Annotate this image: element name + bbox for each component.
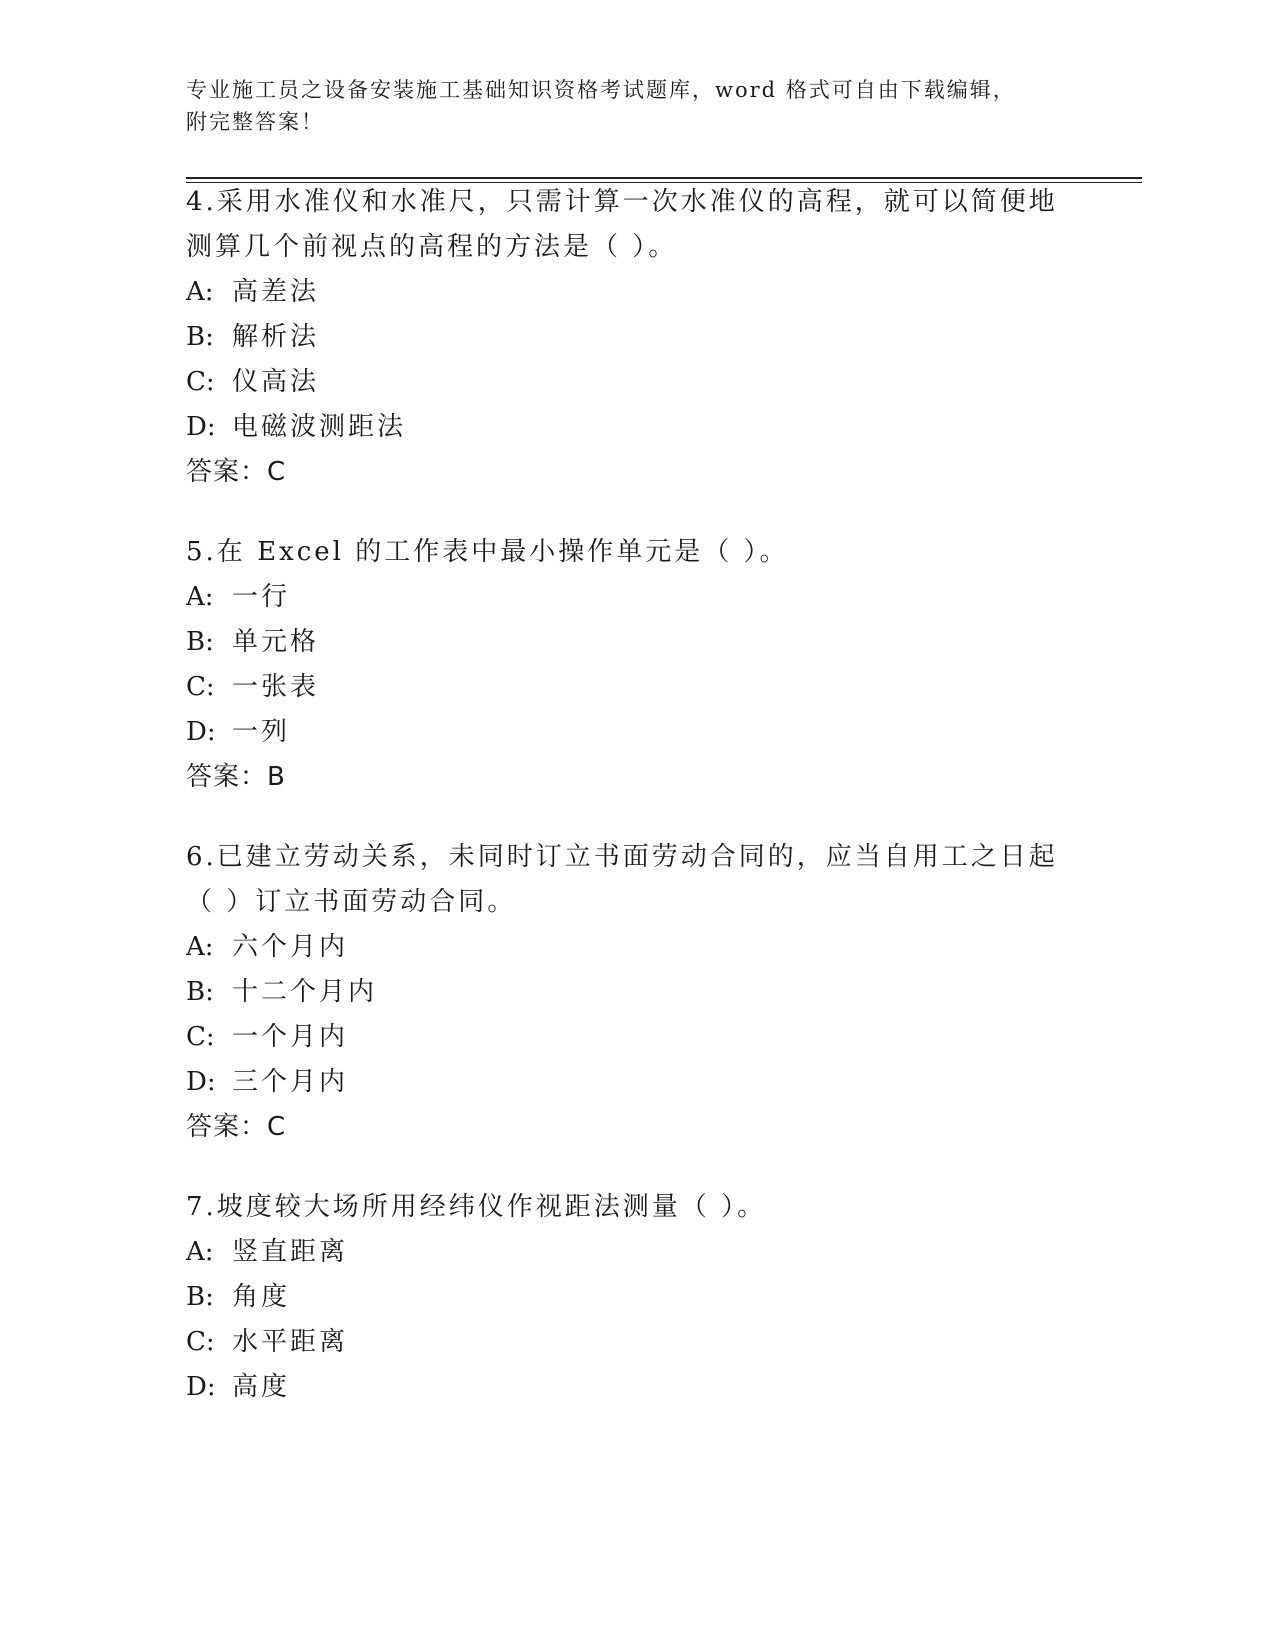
option-text: 高差法	[232, 277, 320, 307]
question-stem: 7.坡度较大场所用经纬仪作视距法测量（ ）。	[186, 1192, 767, 1222]
option-b	[186, 970, 1066, 1015]
option-a	[186, 270, 1066, 315]
option-key: D:	[186, 1372, 216, 1402]
option-text: 角度	[232, 1282, 291, 1312]
option-b	[186, 315, 1066, 360]
option-text: 竖直距离	[232, 1237, 349, 1267]
option-key: B:	[186, 1282, 214, 1312]
option-key: D:	[186, 717, 216, 747]
option-b	[186, 1275, 1066, 1320]
option-text: 三个月内	[232, 1067, 349, 1097]
option-text: 解析法	[232, 322, 320, 352]
option-a	[186, 575, 1066, 620]
option-key: B:	[186, 977, 214, 1007]
header-line-2: 附完整答案！	[186, 110, 324, 134]
option-c	[186, 1320, 1066, 1365]
option-key: A:	[186, 582, 214, 612]
option-d	[186, 1060, 1066, 1105]
question-block	[186, 1185, 1066, 1410]
answer-line: 答案：C	[186, 457, 287, 487]
option-key: C:	[186, 367, 215, 397]
option-key: D:	[186, 1067, 216, 1097]
question-block	[186, 835, 1066, 1150]
answer-line: 答案：B	[186, 762, 286, 792]
option-text: 一行	[232, 582, 291, 612]
option-text: 一列	[232, 717, 291, 747]
option-key: B:	[186, 627, 214, 657]
option-key: A:	[186, 277, 214, 307]
option-key: D:	[186, 412, 216, 442]
header-line-1: 专业施工员之设备安装施工基础知识资格考试题库，word 格式可自由下载编辑，	[186, 78, 1016, 102]
option-c	[186, 1015, 1066, 1060]
option-key: C:	[186, 1022, 215, 1052]
option-key: A:	[186, 1237, 214, 1267]
question-block	[186, 180, 1066, 495]
option-text: 一张表	[232, 672, 320, 702]
option-text: 高度	[232, 1372, 291, 1402]
question-stem: 4.采用水准仪和水准尺，只需计算一次水准仪的高程，就可以简便地测算几个前视点的高程的方法是（ ）。	[186, 187, 1058, 262]
option-text: 十二个月内	[232, 977, 378, 1007]
option-key: A:	[186, 932, 214, 962]
question-block	[186, 530, 1066, 800]
option-c	[186, 665, 1066, 710]
answer-line: 答案：C	[186, 1112, 287, 1142]
option-key: C:	[186, 1327, 215, 1357]
option-d	[186, 1365, 1066, 1410]
option-c	[186, 360, 1066, 405]
question-stem: 5.在 Excel 的工作表中最小操作单元是（ ）。	[186, 537, 789, 567]
option-d	[186, 710, 1066, 755]
option-a	[186, 925, 1066, 970]
option-text: 单元格	[232, 627, 320, 657]
option-key: C:	[186, 672, 215, 702]
header-divider-thick	[186, 177, 1142, 179]
option-d	[186, 405, 1066, 450]
document-header	[186, 74, 1086, 138]
question-stem: 6.已建立劳动关系，未同时订立书面劳动合同的，应当自用工之日起（ ）订立书面劳动合同。	[186, 842, 1058, 917]
option-text: 水平距离	[232, 1327, 349, 1357]
option-b	[186, 620, 1066, 665]
option-text: 电磁波测距法	[232, 412, 407, 442]
option-key: B:	[186, 322, 214, 352]
option-text: 一个月内	[232, 1022, 349, 1052]
option-a	[186, 1230, 1066, 1275]
option-text: 六个月内	[232, 932, 349, 962]
option-text: 仪高法	[232, 367, 320, 397]
